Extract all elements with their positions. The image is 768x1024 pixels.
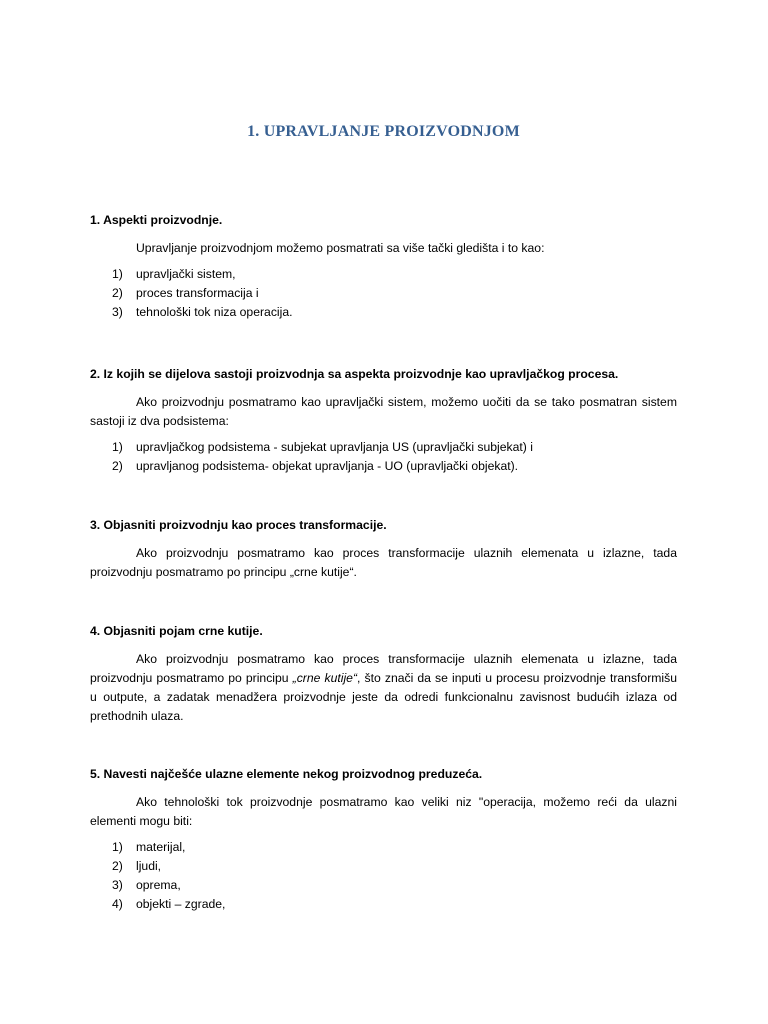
page-title: 1. UPRAVLJANJE PROIZVODNJOM — [247, 123, 520, 140]
numbered-list — [90, 265, 677, 322]
list-text: upravljački sistem, — [136, 267, 236, 281]
list-number: 1) — [112, 840, 123, 854]
list-number: 4) — [112, 897, 123, 911]
list-text: oprema, — [136, 878, 181, 892]
section-heading: 3. Objasniti proizvodnju kao proces transformacije. — [90, 518, 387, 532]
section-aspects — [90, 211, 677, 322]
list-item — [90, 303, 677, 322]
list-number: 2) — [112, 859, 123, 873]
list-number: 3) — [112, 305, 123, 319]
section-black-box — [90, 622, 677, 733]
section-paragraph: Upravljanje proizvodnjom možemo posmatrati sa više tački gledišta i to kao: — [136, 241, 545, 255]
section-heading: 2. Iz kojih se dijelova sastoji proizvodnja sa aspekta proizvodnje kao upravljačkog procesa. — [90, 367, 619, 381]
list-number: 2) — [112, 286, 123, 300]
section-paragraph: Ako proizvodnju posmatramo kao upravljački sistem, možemo uočiti da se tako posmatran sistem sastoji iz dva podsistema: — [90, 395, 677, 428]
section-heading: 1. Aspekti proizvodnje. — [90, 213, 223, 227]
section-heading: 4. Objasniti pojam crne kutije. — [90, 624, 263, 638]
list-text: materijal, — [136, 840, 186, 854]
list-number: 3) — [112, 878, 123, 892]
list-item — [90, 457, 677, 476]
paragraph-text: , što znači da se inputi u procesu proizvodnje transformišu u outpute, a zadatak menadžera proizvodnje jeste da odredi funkcionalnu zavisnost budućih izlaza od prethodnih ulaza. — [90, 671, 677, 723]
list-text: objekti – zgrade, — [136, 897, 226, 911]
list-text: ljudi, — [136, 859, 162, 873]
section-paragraph: Ako tehnološki tok proizvodnje posmatramo kao veliki niz "operacija, možemo reći da ulazni elementi mogu biti: — [90, 795, 677, 828]
list-number: 1) — [112, 267, 123, 281]
list-item — [90, 876, 677, 895]
list-item — [90, 857, 677, 876]
list-text: tehnološki tok niza operacija. — [136, 305, 293, 319]
section-input-elements — [90, 765, 677, 914]
list-item — [90, 284, 677, 303]
section-paragraph — [90, 650, 677, 726]
list-item — [90, 838, 677, 857]
section-management-parts — [90, 365, 677, 476]
section-transformation — [90, 516, 677, 589]
list-number: 2) — [112, 459, 123, 473]
list-text: upravljanog podsistema- objekat upravljanja - UO (upravljački objekat). — [136, 459, 519, 473]
numbered-list — [90, 438, 677, 476]
list-number: 1) — [112, 440, 123, 454]
list-item — [90, 265, 677, 284]
list-item — [90, 895, 677, 914]
list-text: upravljačkog podsistema - subjekat upravljanja US (upravljački subjekat) i — [136, 440, 533, 454]
paragraph-text: Ako proizvodnju posmatramo kao proces transformacije ulaznih elemenata u izlazne, tada proizvodnju posmatramo po principu — [90, 652, 677, 685]
list-text: proces transformacija i — [136, 286, 259, 300]
section-heading: 5. Navesti najčešće ulazne elemente nekog proizvodnog preduzeća. — [90, 767, 483, 781]
section-paragraph: Ako proizvodnju posmatramo kao proces transformacije ulaznih elemenata u izlazne, tada proizvodnju posmatramo po principu „crne kutije“. — [90, 546, 677, 579]
paragraph-emphasis: „crne kutije“ — [292, 671, 358, 685]
list-item — [90, 438, 677, 457]
numbered-list — [90, 838, 677, 914]
